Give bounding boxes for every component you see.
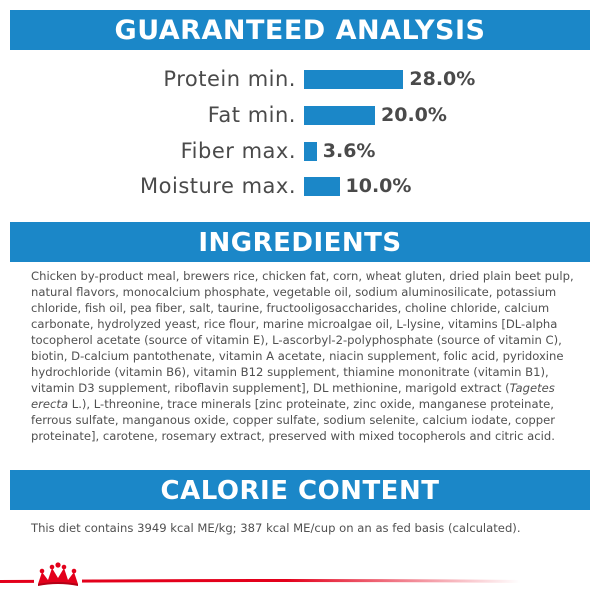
ga-bar-fat (304, 106, 375, 125)
ga-row-protein (0, 62, 600, 96)
ga-bar-moisture (304, 177, 340, 196)
ingredients-text-part1: Chicken by-product meal, brewers rice, chicken fat, corn, wheat gluten, dried plain beet pulp, natural flavors, monocalcium phosphate, vegetable oil, sodium aluminosilicate, potassium chloride, fish oil, pea fiber, salt, taurine, fructooligosaccharides, choline chloride, calcium carbonate, hydrolyzed yeast, rice flour, marine microalgae oil, L-lysine, vitamins [DL-alpha tocopherol acetate (source of vitamin E), L-ascorbyl-2-polyphosphate (source of vitamin C), biotin, D-calcium pantothenate, vitamin A acetate, niacin supplement, folic acid, pyridoxine hydrochloride (vitamin B6), vitamin B12 supplement, thiamine mononitrate (vitamin B1), vitamin D3 supplement, riboflavin supplement], DL methionine, marigold extract ( (31, 269, 574, 395)
royal-crown-icon (30, 560, 86, 590)
ga-row-fat (0, 98, 600, 132)
calorie-content-title: CALORIE CONTENT (160, 476, 440, 506)
ga-label-protein: Protein min. (163, 67, 296, 91)
ingredients-heading (10, 222, 590, 262)
guaranteed-analysis-title: GUARANTEED ANALYSIS (114, 15, 486, 46)
ga-value-protein: 28.0% (409, 68, 476, 90)
ga-label-fiber: Fiber max. (180, 139, 296, 163)
ingredients-text-italic: Tagetes erecta (31, 381, 555, 411)
ga-label-fat: Fat min. (207, 103, 296, 127)
ga-bar-protein (304, 70, 403, 89)
ga-value-fat: 20.0% (381, 104, 447, 126)
ga-row-fiber (0, 134, 600, 168)
footer-swoosh (0, 577, 600, 587)
ingredients-text (31, 268, 576, 444)
ga-bar-fiber (304, 142, 317, 161)
calorie-content-text: This diet contains 3949 kcal ME/kg; 387 kcal ME/cup on an as fed basis (calculated). (31, 521, 521, 535)
guaranteed-analysis-heading (10, 10, 590, 50)
ingredients-title: INGREDIENTS (198, 228, 402, 258)
ga-value-fiber: 3.6% (322, 140, 376, 162)
ga-value-moisture: 10.0% (345, 175, 412, 197)
calorie-content-heading (10, 470, 590, 510)
ga-label-moisture: Moisture max. (140, 174, 296, 198)
ingredients-text-part2: L.), L-threonine, trace minerals [zinc proteinate, zinc oxide, manganese proteinate, ferrous sulfate, manganous oxide, copper sulfate, sodium selenite, calcium iodate, copper proteinate], carotene, rosemary extract, preserved with mixed tocopherols and citric acid. (31, 397, 556, 443)
ga-row-moisture (0, 169, 600, 203)
